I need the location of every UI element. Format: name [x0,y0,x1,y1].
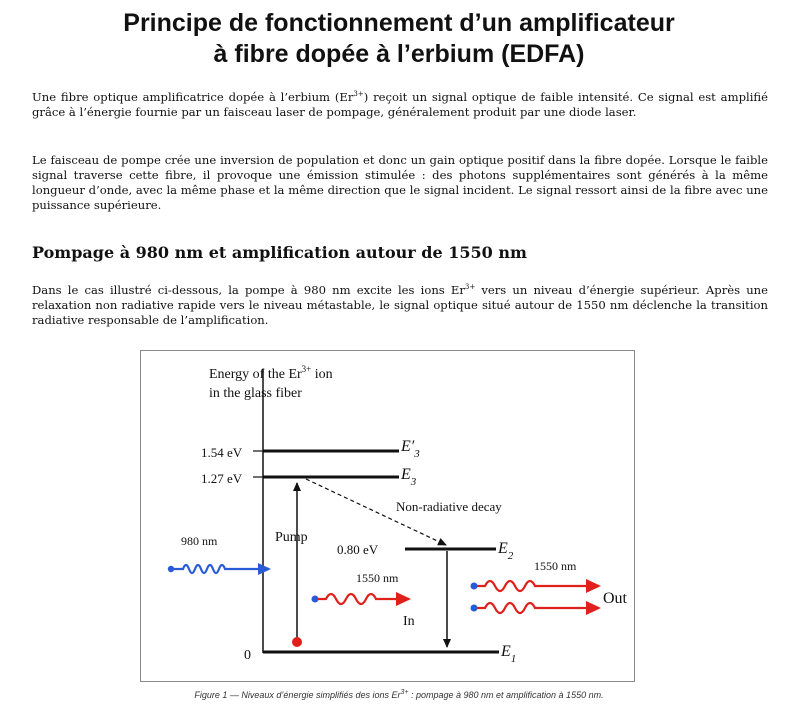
diagram-svg [141,351,636,683]
signal-out-wave-1 [477,581,599,591]
signal-out-photon-dot-2 [471,605,478,612]
caption-ion-charge: 3+ [400,689,409,696]
pump-wave [173,565,269,573]
p1-text-b: ) reçoit un signal optique de faible intensité. Ce signal est amplifié grâce à l’énergie fournie par un faisceau laser de pompage, généralement produit par une diode laser. [32,90,768,119]
p3-text-b: vers un niveau d’énergie supérieur. Après une relaxation non radiative rapide vers le niveau métastable, le signal optique situé autour de 1550 nm déclenche la transition radiative responsable de l’amplification. [32,283,768,327]
p1-text-a: Une fibre optique amplificatrice dopée à l’erbium (Er [32,90,354,104]
label-e2: $E_2$ [498,540,514,562]
ground-state-electron-dot [292,637,302,647]
label-e3: $E_3$ [401,466,417,488]
title-line-2: à fibre dopée à l’erbium (EDFA) [213,40,585,68]
energy-level-diagram [140,350,635,682]
p3-ion-charge: 3+ [464,283,476,292]
pumping-paragraph [32,283,768,328]
pump-label: Pump [275,530,308,545]
pump-wavelength-label: 980 nm [181,534,218,548]
label-e3-prime: $E'_3$ [401,438,420,460]
out-label: Out [603,590,627,607]
inversion-paragraph: Le faisceau de pompe crée une inversion de population et donc un gain optique positif dans la fibre dopée. Lorsque le faible signal traverse cette fibre, il provoque une émission stimulée : des photons supplémentaires sont générés à la même longueur d’onde, avec la même phase et la même direction que le signal incident. Le signal ressort ainsi de la fibre avec une puissance supérieure. [32,153,768,212]
p3-text-a: Dans le cas illustré ci-dessous, la pompe à 980 nm excite les ions Er [32,283,465,297]
signal-in-photon-dot [312,596,319,603]
label-zero: 0 [244,648,251,663]
signal-out-wavelength-label: 1550 nm [534,559,577,573]
axis-title-line-2: in the glass fiber [209,386,302,401]
page-title [0,8,798,70]
signal-out-wave-2 [477,603,599,613]
label-080ev: 0.80 eV [337,542,379,557]
title-line-1: Principe de fonctionnement d’un amplificateur [123,9,675,37]
in-label: In [403,614,415,629]
label-154ev: 1.54 eV [201,445,243,460]
signal-in-wave [318,594,409,604]
axis-title-line-1: Energy of the $Er^{3+}$ ion [209,364,333,382]
signal-in-wavelength-label: 1550 nm [356,571,399,585]
label-127ev: 1.27 eV [201,471,243,486]
intro-paragraph [32,90,768,120]
caption-text-b: : pompage à 980 nm et amplification à 1550 nm. [408,690,604,700]
figure-caption [0,690,798,700]
signal-out-photon-dot-1 [471,583,478,590]
label-e1: $E_1$ [501,643,517,665]
caption-text-a: Figure 1 — Niveaux d’énergie simplifiés des ions Er [194,690,401,700]
section-heading: Pompage à 980 nm et amplification autour de 1550 nm [32,243,527,262]
p1-ion-charge: 3+ [353,90,364,99]
nonradiative-decay-label: Non-radiative decay [396,499,502,514]
